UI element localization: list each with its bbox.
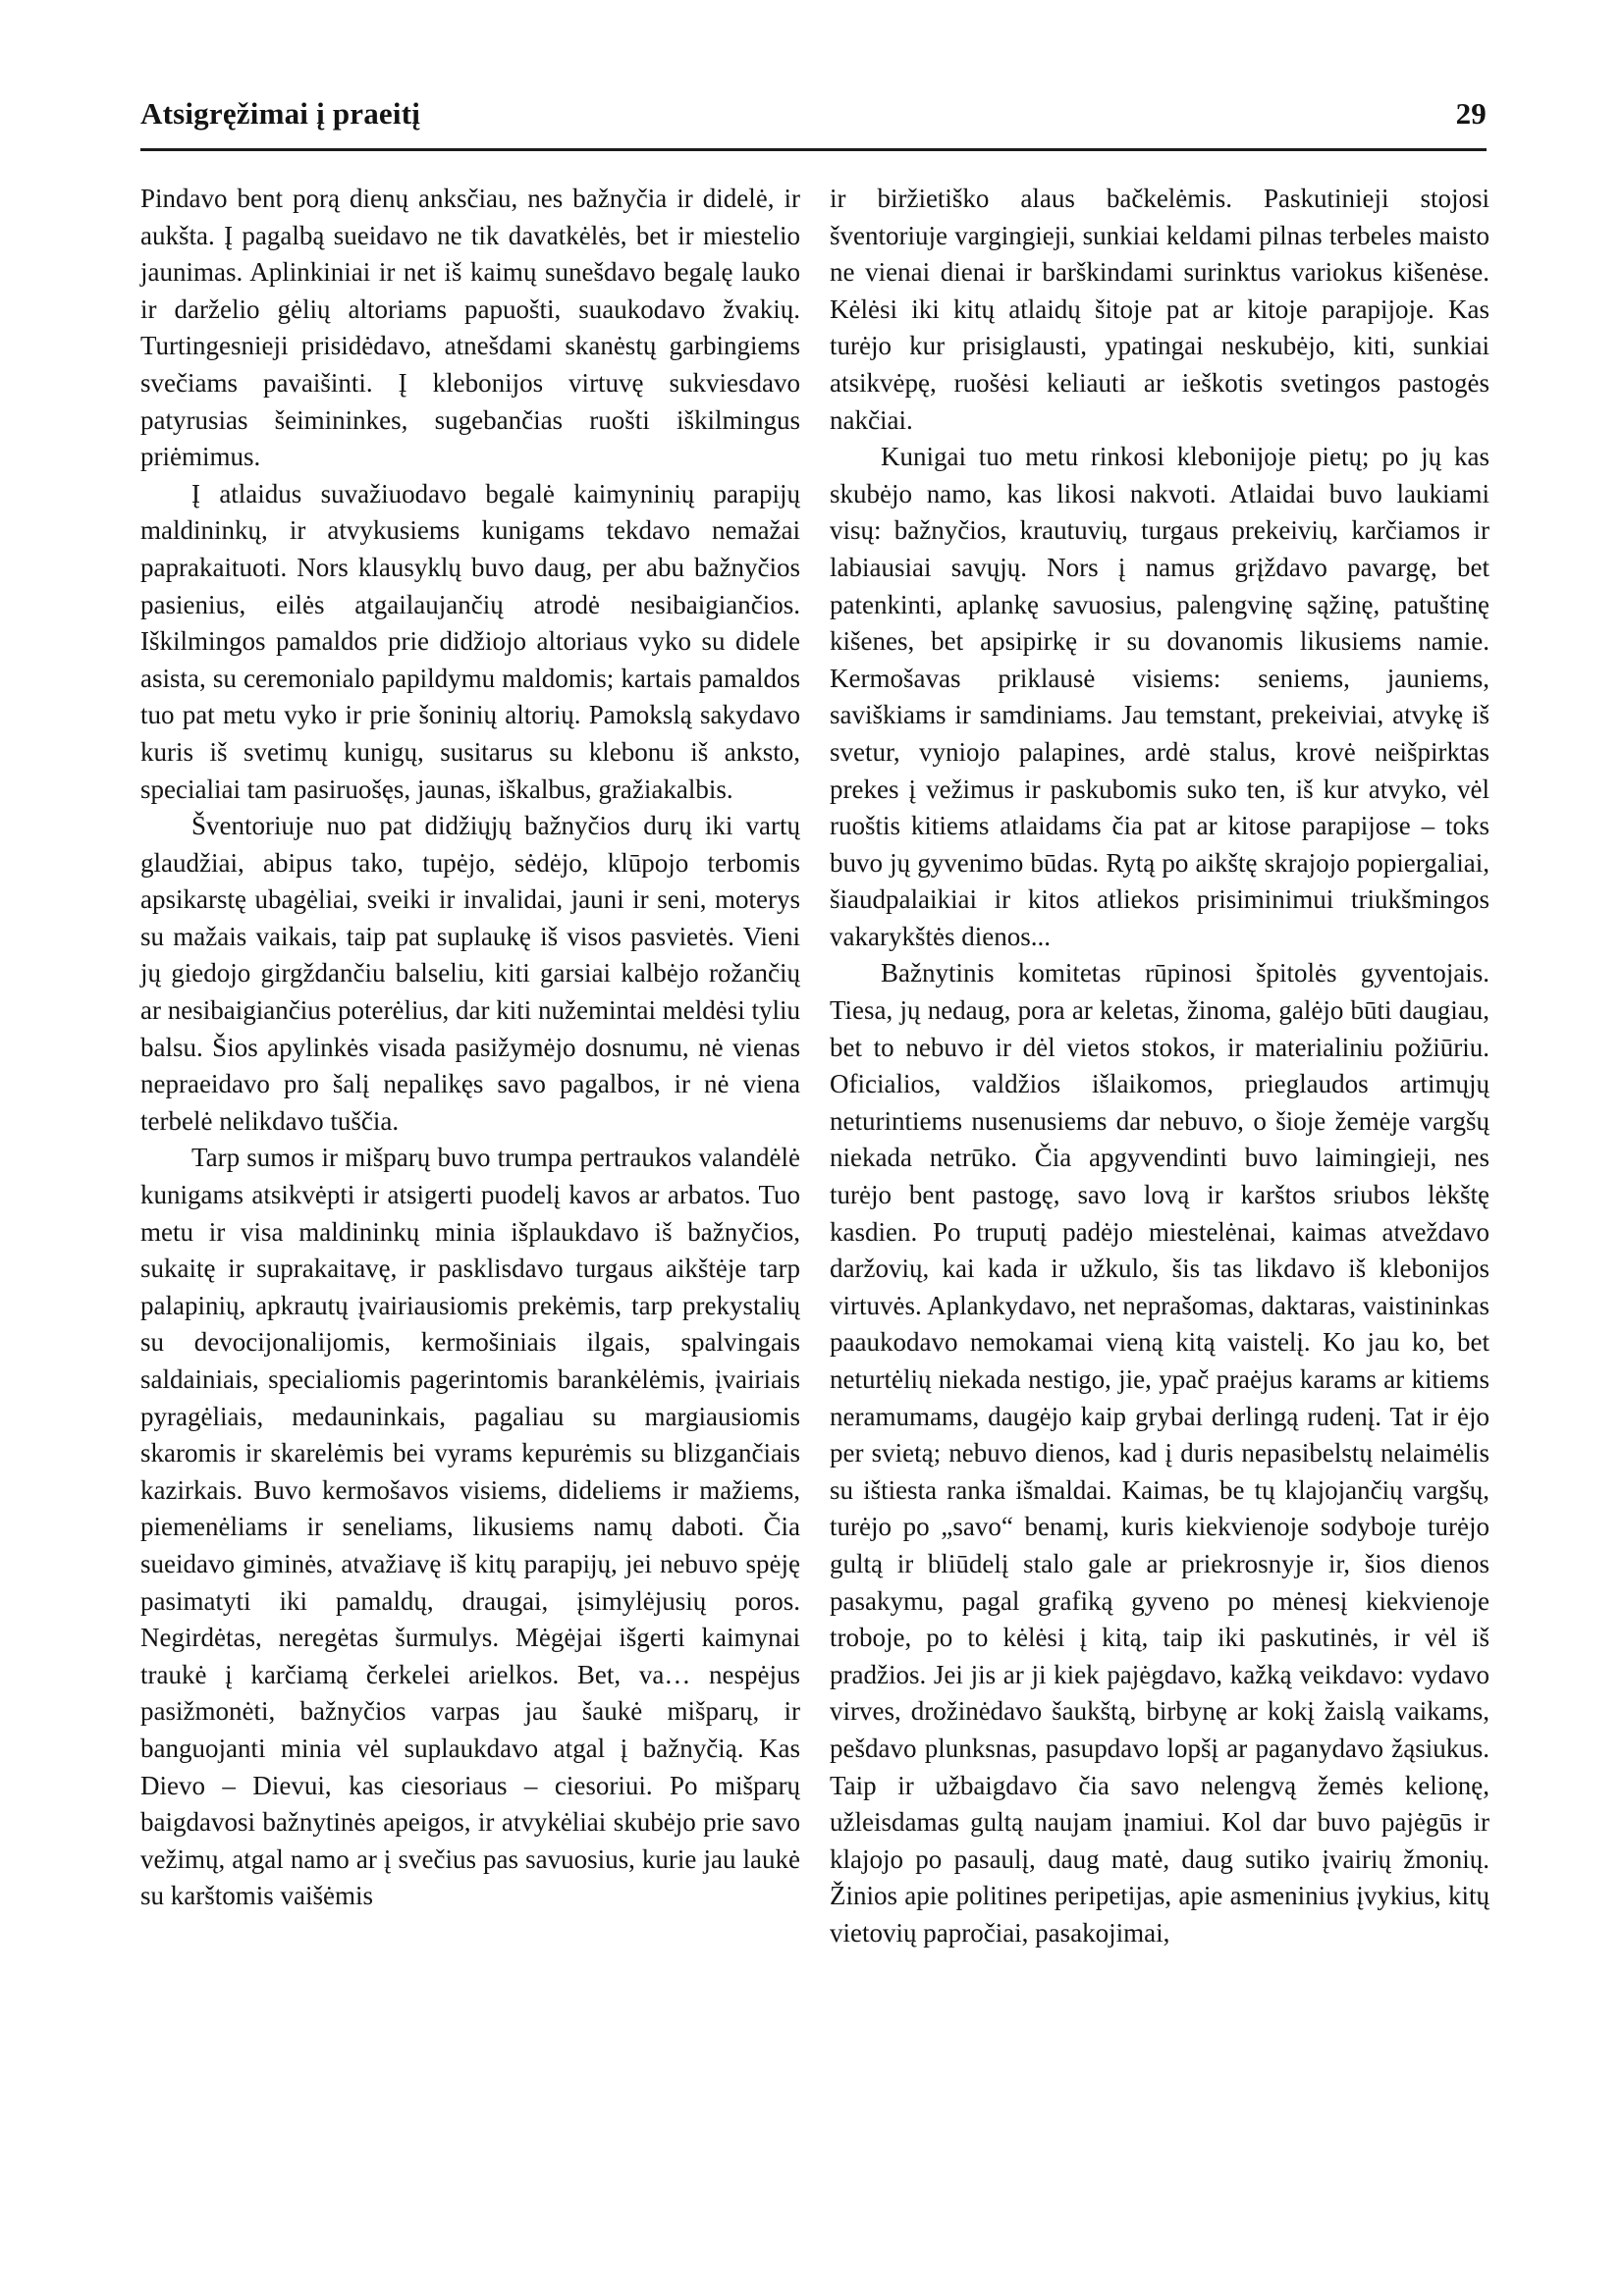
page-header <box>140 96 1487 132</box>
paragraph: Pindavo bent porą dienų anksčiau, nes bažnyčia ir didelė, ir aukšta. Į pagalbą sueidavo ne tik davatkėlės, bet ir miestelio jaunimas. Aplinkiniai ir net iš kaimų sunešdavo begalę lauko ir darželio gėlių altoriams papuošti, suaukodavo žvakių. Turtingesnieji prisidėdavo, atnešdami skanėstų garbingiems svečiams pavaišinti. Į klebonijos virtuvę sukviesdavo patyrusias šeimininkes, sugebančias ruošti iškilmingus priėmimus. <box>140 184 800 472</box>
left-column <box>140 181 800 1952</box>
text-columns <box>140 181 1489 1952</box>
page-number: 29 <box>1455 96 1487 131</box>
running-header-title: Atsigręžimai į praeitį <box>140 96 421 131</box>
paragraph: Į atlaidus suvažiuodavo begalė kaimyninių parapijų maldininkų, ir atvykusiems kunigams tekdavo nemažai paprakaituoti. Nors klausyklų buvo daug, per abu bažnyčios pasienius, eilės atgailaujančių atrodė nesibaigiančios. Iškilmingos pamaldos prie didžiojo altoriaus vyko su didele asista, su ceremonialo papildymu maldomis; kartais pamaldos tuo pat metu vyko ir prie šoninių altorių. Pamokslą sakydavo kuris iš svetimų kunigų, susitarus su klebonu iš anksto, specialiai tam pasiruošęs, jaunas, iškalbus, gražiakalbis. <box>140 478 800 804</box>
paragraph: ir biržietiško alaus bačkelėmis. Paskutinieji stojosi šventoriuje vargingieji, sunkiai keldami pilnas terbeles maisto ne vienai dienai ir barškindami surinktus variokus kišenėse. Kėlėsi iki kitų atlaidų šitoje pat ar kitoje parapijoje. Kas turėjo kur prisiglausti, ypatingai neskubėjo, kiti, sunkiai atsikvėpę, ruošėsi keliauti ar ieškotis svetingos pastogės nakčiai. <box>830 184 1489 435</box>
paragraph: Kunigai tuo metu rinkosi klebonijoje pietų; po jų kas skubėjo namo, kas likosi nakvoti. Atlaidai buvo laukiami visų: bažnyčios, krautuvių, turgaus prekeivių, karčiamos ir labiausiai savųjų. Nors į namus grįždavo pavargę, bet patenkinti, aplankę savuosius, palengvinę sąžinę, patuštinę kišenes, bet apsipirkę ir su dovanomis likusiems namie. Kermošavas priklausė visiems: seniems, jauniems, saviškiams ir samdiniams. Jau temstant, prekeiviai, atvykę iš svetur, vyniojo palapines, ardė stalus, krovė neišpirktas prekes į vežimus ir paskubomis suko ten, iš kur atvyko, vėl ruoštis kitiems atlaidams čia pat ar kitose parapijose – toks buvo jų gyvenimo būdas. Rytą po aikštę skrajojo popiergaliai, šiaudpalaikiai ir kitos atliekos prisiminimui triukšmingos vakarykštės dienos... <box>830 442 1489 951</box>
paragraph: Šventoriuje nuo pat didžiųjų bažnyčios durų iki vartų glaudžiai, abipus tako, tupėjo, sėdėjo, klūpojo terbomis apsikarstę ubagėliai, sveiki ir invalidai, jauni ir seni, moterys su mažais vaikais, taip pat suplaukę iš visos pasvietės. Vieni jų giedojo girgždančiu balseliu, kiti garsiai kalbėjo rožančių ar nesibaigiančius poterėlius, dar kiti nužemintai meldėsi tyliu balsu. Šios apylinkės visada pasižymėjo dosnumu, nė vienas nepraeidavo pro šalį nepalikęs savo pagalbos, ir nė viena terbelė nelikdavo tuščia. <box>140 811 800 1136</box>
paragraph: Tarp sumos ir mišparų buvo trumpa pertraukos valandėlė kunigams atsikvėpti ir atsigerti puodelį kavos ar arbatos. Tuo metu ir visa maldininkų minia išplaukdavo iš bažnyčios, sukaitę ir suprakaitavę, ir pasklisdavo turgaus aikštėje tarp palapinių, apkrautų įvairiausiomis prekėmis, tarp prekystalių su devocijonalijomis, kermošiniais ilgais, spalvingais saldainiais, specialiomis pagerintomis barankėlėmis, įvairiais pyragėliais, medauninkais, pagaliau su margiausiomis skaromis ir skarelėmis bei vyrams kepurėmis su blizgančiais kazirkais. Buvo kermošavos visiems, dideliems ir mažiems, piemenėliams ir seneliams, likusiems namų daboti. Čia sueidavo giminės, atvažiavę iš kitų parapijų, jei nebuvo spėję pasimatyti iki pamaldų, draugai, įsimylėjusių poros. Negirdėtas, neregėtas šurmulys. Mėgėjai išgerti kaimynai traukė į karčiamą čerkelei arielkos. Bet, va… nespėjus pasižmonėti, bažnyčios varpas jau šaukė mišparų, ir banguojanti minia vėl suplaukdavo atgal į bažnyčią. Kas Dievo – Dievui, kas ciesoriaus – ciesoriui. Po mišparų baigdavosi bažnytinės apeigos, ir atvykėliai skubėjo prie savo vežimų, atgal namo ar į svečius pas savuosius, kurie jau laukė su karštomis vaišėmis <box>140 1143 800 1911</box>
header-rule <box>140 148 1487 151</box>
paragraph: Bažnytinis komitetas rūpinosi špitolės gyventojais. Tiesa, jų nedaug, pora ar keletas, žinoma, galėjo būti daugiau, bet to nebuvo ir dėl vietos stokos, ir materialiniu požiūriu. Oficialios, valdžios išlaikomos, prieglaudos artimųjų neturintiems nusenusiems dar nebuvo, o šioje žemėje vargšų niekada netrūko. Čia apgyvendinti buvo laimingieji, nes turėjo bent pastogę, savo lovą ir karštos sriubos lėkštę kasdien. Po truputį padėjo miestelėnai, kaimas atveždavo daržovių, kai kada ir užkulo, šis tas likdavo iš klebonijos virtuvės. Aplankydavo, net neprašomas, daktaras, vaistininkas paaukodavo nemokamai vieną kitą vaistelį. Ko jau ko, bet neturtėlių niekada nestigo, jie, ypač praėjus karams ar kitiems neramumams, daugėjo kaip grybai derlingą rudenį. Tat ir ėjo per svietą; nebuvo dienos, kad į duris nepasibelstų nelaimėlis su ištiesta ranka išmaldai. Kaimas, be tų klajojančių vargšų, turėjo po „savo“ benamį, kuris kiekvienoje sodyboje turėjo gultą ir bliūdelį stalo gale ar priekrosnyje ir, šios dienos pasakymu, pagal grafiką gyveno po mėnesį kiekvienoje troboje, po to kėlėsi į kitą, taip iki paskutinės, ir vėl iš pradžios. Jei jis ar ji kiek pajėgdavo, kažką veikdavo: vydavo virves, drožinėdavo šaukštą, birbynę ar kokį žaislą vaikams, pešdavo plunksnas, pasupdavo lopšį ar paganydavo žąsiukus. Taip ir užbaigdavo čia savo nelengvą žemės kelionę, užleisdamas gultą naujam įnamiui. Kol dar buvo pajėgūs ir klajojo po pasaulį, daug matė, daug sutiko įvairių žmonių. Žinios apie politines peripetijas, apie asmeninius įvykius, kitų vietovių papročiai, pasakojimai, <box>830 958 1489 1948</box>
right-column <box>830 181 1489 1952</box>
